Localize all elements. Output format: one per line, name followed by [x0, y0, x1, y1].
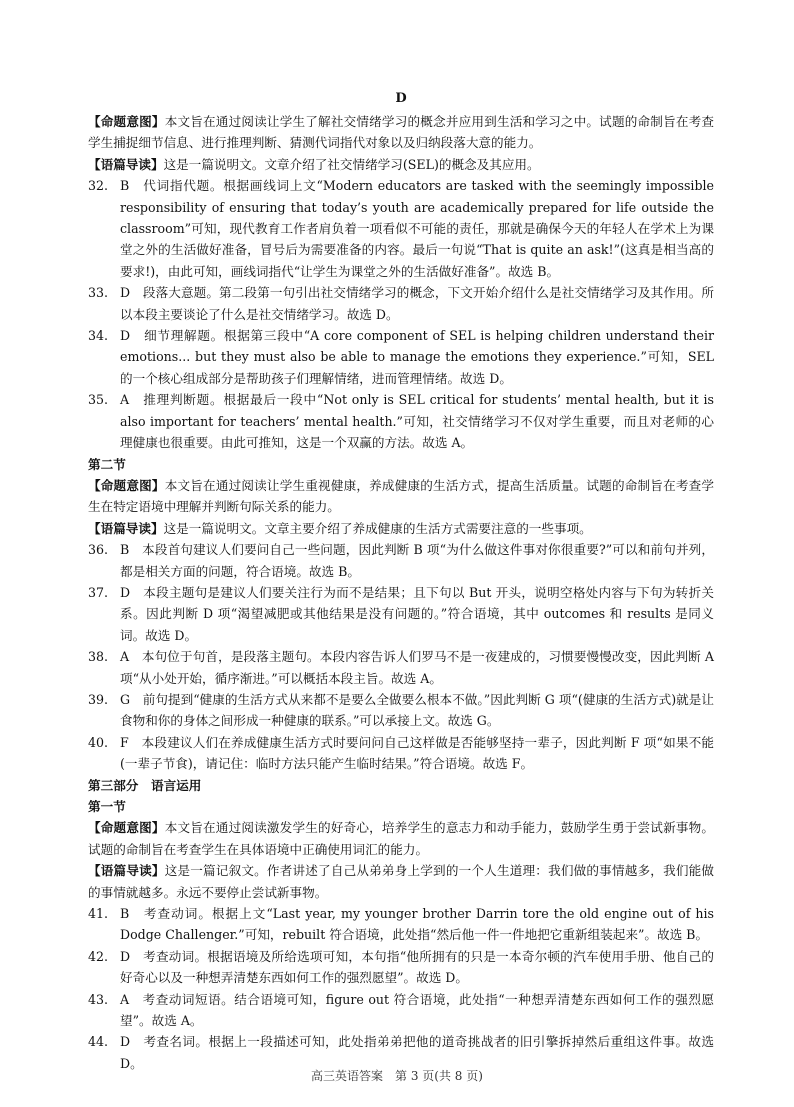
answer-item	[88, 582, 714, 646]
answer-item	[88, 282, 714, 325]
answer-explanation: D 本段主题句是建议人们要关注行为而不是结果；且下句以 But 开头，说明空格处内容与下句为转折关系。因此判断 D 项“渴望减肥或其他结果是没有问题的。”符合语境，其中 outcomes 和 results 是同义词。故选 D。	[120, 584, 714, 643]
note-text: 这是一篇记叙文。作者讲述了自己从弟弟身上学到的一个人生道理：我们做的事情越多，我们能做的事情就越多。永远不要停止尝试新事物。	[88, 863, 715, 900]
question-number: 35.	[88, 392, 109, 408]
note-paragraph	[88, 860, 714, 903]
note-text: 本文旨在通过阅读让学生了解社交情绪学习的概念并应用到生活和学习之中。试题的命制旨在考查学生捕捉细节信息、进行推理判断、猜测代词指代对象以及归纳段落大意的能力。	[88, 114, 715, 151]
question-number: 38.	[88, 649, 109, 665]
question-number: 39.	[88, 691, 109, 707]
note-tag: 【语篇导读】	[88, 156, 164, 172]
answer-item	[88, 389, 714, 453]
note-tag: 【命题意图】	[88, 477, 165, 493]
note-text: 本文旨在通过阅读激发学生的好奇心，培养学生的意志力和动手能力，鼓励学生勇于尝试新事物。试题的命制旨在考查学生在具体语境中正确使用词汇的能力。	[88, 820, 715, 857]
note-text: 这是一篇说明文。文章主要介绍了养成健康的生活方式需要注意的一些事项。	[163, 520, 592, 536]
answer-explanation: B 代词指代题。根据画线词上文“Modern educators are tasked with the seemingly impossible responsibility of ensuring that today’s youth are academically prepared for life outside the classroom”可知，现代教育工作者肩负着一项看似不可能的责任，那就是确保今天的年轻人在学术上为课堂之外的生活做好准备，冒号后为需要准备的内容。最后一句说“That is quite an ask!”(这真是相当高的要求!)，由此可知，画线词指代“让学生为课堂之外的生活做好准备”。故选 B。	[120, 178, 714, 279]
answer-explanation: F 本段建议人们在养成健康生活方式时要问问自己这样做是否能够坚持一辈子，因此判断 F 项“如果不能(一辈子节食)，请记住：临时方法只能产生临时结果。”符合语境。故选 F。	[120, 734, 714, 772]
note-paragraph	[88, 111, 714, 154]
answer-item	[88, 903, 714, 946]
question-number: 41.	[88, 906, 109, 922]
question-number: 32.	[88, 178, 109, 194]
answer-explanation: A 考查动词短语。结合语境可知，figure out 符合语境，此处指“一种想弄清楚东西如何工作的强烈愿望”。故选 A。	[120, 991, 714, 1029]
note-paragraph	[88, 518, 714, 539]
question-number: 40.	[88, 734, 109, 750]
answer-page	[88, 89, 714, 1074]
question-number: 34.	[88, 328, 109, 344]
answer-content	[88, 111, 714, 1074]
question-number: 33.	[88, 285, 109, 301]
answer-explanation: D 段落大意题。第二段第一句引出社交情绪学习的概念，下文开始介绍什么是社交情绪学习及其作用。所以本段主要谈论了什么是社交情绪学习。故选 D。	[120, 285, 714, 322]
question-number: 36.	[88, 542, 109, 558]
note-text: 本文旨在通过阅读让学生重视健康，养成健康的生活方式，提高生活质量。试题的命制旨在考查学生在特定语境中理解并判断句际关系的能力。	[88, 477, 715, 515]
question-number: 44.	[88, 1034, 109, 1050]
answer-explanation: B 本段首句建议人们要问自己一些问题，因此判断 B 项“为什么做这件事对你很重要?”可以和前句并列，都是相关方面的问题，符合语境。故选 B。	[120, 542, 714, 579]
note-text: 这是一篇说明文。文章介绍了社交情绪学习(SEL)的概念及其应用。	[163, 156, 540, 172]
answer-explanation: D 考查动词。根据语境及所给选项可知，本句指“他所拥有的只是一本奇尔顿的汽车使用手册、他自己的好奇心以及一种想弄清楚东西如何工作的强烈愿望”。故选 D。	[120, 948, 714, 986]
answer-explanation: D 考查名词。根据上一段描述可知，此处指弟弟把他的道奇挑战者的旧引擎拆掉然后重组这件事。故选 D。	[120, 1034, 714, 1071]
answer-item	[88, 325, 714, 389]
answer-item	[88, 689, 714, 732]
page-footer: 高三英语答案 第 3 页(共 8 页)	[311, 1069, 483, 1083]
note-tag: 【命题意图】	[88, 820, 165, 836]
section-heading: 第二节	[88, 456, 126, 472]
note-paragraph	[88, 475, 714, 518]
answer-explanation: B 考查动词。根据上文“Last year, my younger brother Darrin tore the old engine out of his Dodge Challenger.”可知，rebuilt 符合语境，此处指“然后他一件一件地把它重新组装起来”。故选 B。	[120, 906, 714, 943]
note-paragraph	[88, 817, 714, 860]
note-paragraph	[88, 154, 714, 175]
note-tag: 【语篇导读】	[88, 520, 164, 536]
answer-explanation: A 推理判断题。根据最后一段中“Not only is SEL critical for students’ mental health, but it is also important for teachers’ mental health.”可知，社交情绪学习不仅对学生重要，而且对老师的心理健康也很重要。由此可推知，这是一个双赢的方法。故选 A。	[120, 392, 714, 451]
note-tag: 【命题意图】	[88, 114, 165, 129]
question-number: 42.	[88, 948, 109, 964]
note-tag: 【语篇导读】	[88, 863, 165, 879]
answer-explanation: G 前句提到“健康的生活方式从来都不是要么全做要么根本不做。”因此判断 G 项“(健康的生活方式)就是让食物和你的身体之间形成一种健康的联系。”可以承接上文。故选 G。	[120, 691, 714, 729]
section-heading: 第一节	[88, 799, 126, 814]
passage-letter: D	[395, 91, 407, 106]
question-number: 37.	[88, 584, 109, 600]
section-heading: 第三部分 语言运用	[88, 777, 202, 793]
answer-item	[88, 946, 714, 989]
answer-explanation: D 细节理解题。根据第三段中“A core component of SEL is helping children understand their emotions... but they must also be able to manage the emotions they experience.”可知，SEL 的一个核心组成部分是帮助孩子们理解情绪，进而管理情绪。故选 D。	[120, 328, 714, 386]
answer-item	[88, 646, 714, 689]
answer-item	[88, 539, 714, 582]
question-number: 43.	[88, 991, 109, 1007]
answer-item	[88, 989, 714, 1032]
answer-item	[88, 732, 714, 775]
answer-item	[88, 175, 714, 282]
answer-explanation: A 本句位于句首，是段落主题句。本段内容告诉人们罗马不是一夜建成的，习惯要慢慢改变，因此判断 A 项“从小处开始，循序渐进。”可以概括本段主旨。故选 A。	[120, 649, 714, 686]
